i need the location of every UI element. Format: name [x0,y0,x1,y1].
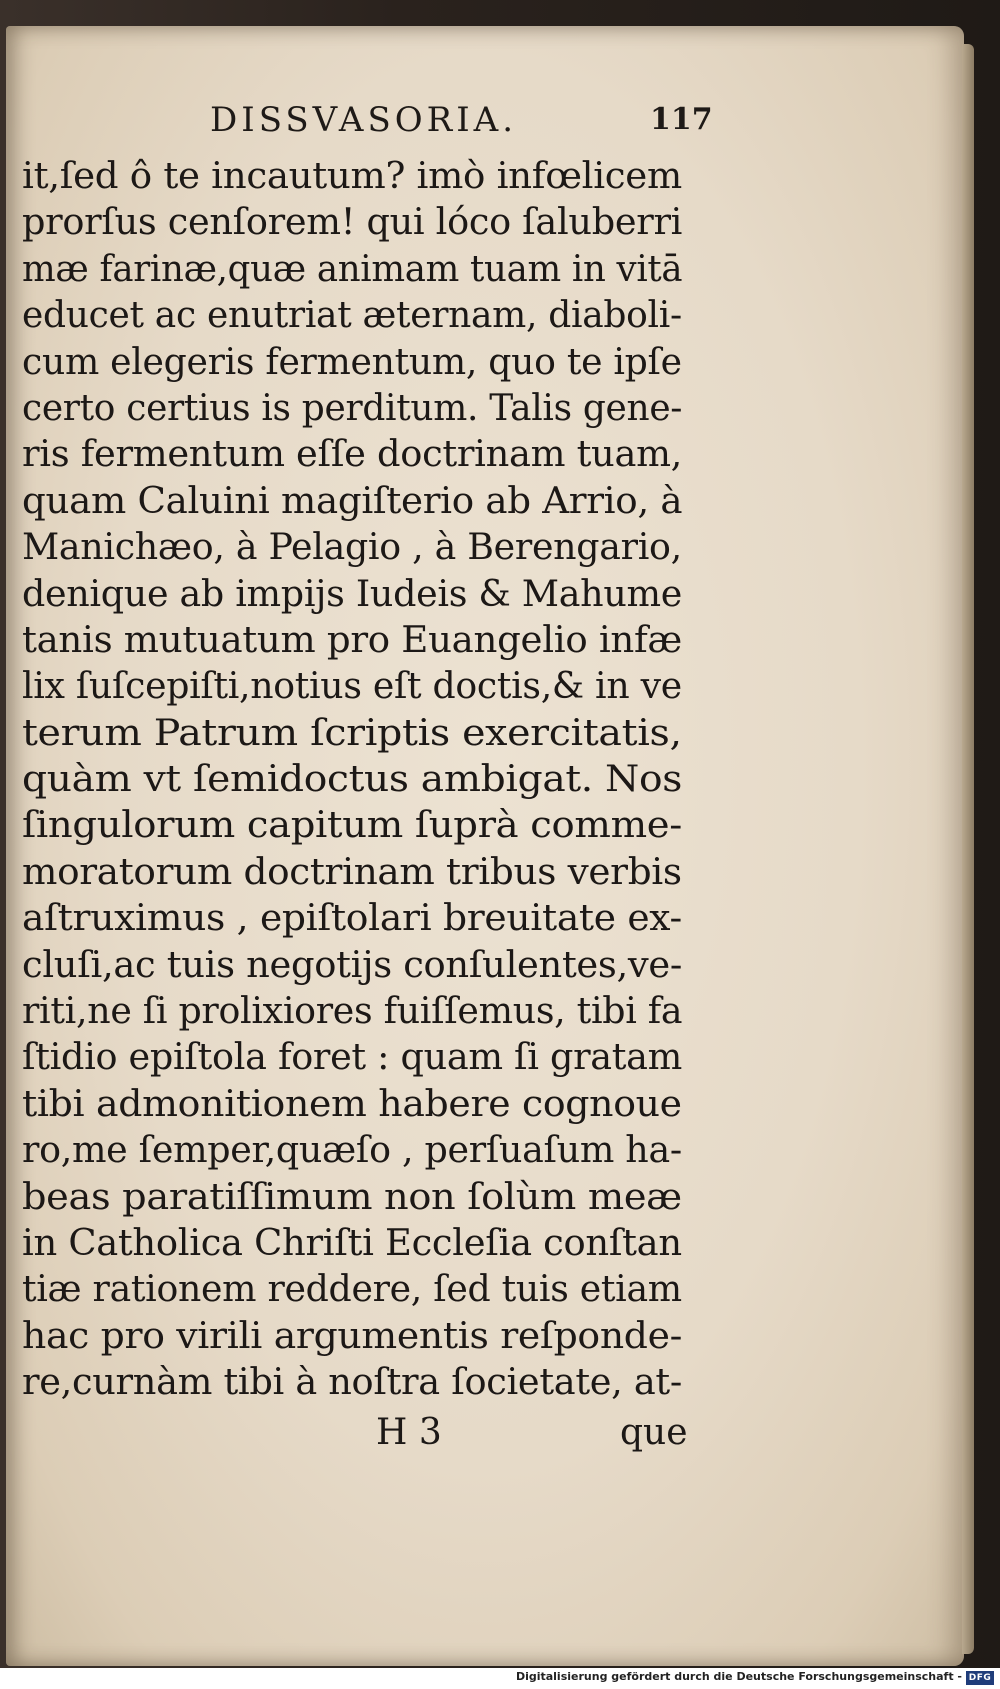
text-line: ſtidio epiſtola foret : quam ſi gratam [22,1037,683,1079]
body-text [22,154,712,1407]
page-edge [962,44,974,1654]
text-line: re,curnàm tibi à noſtra ſocietate, at- [22,1362,682,1404]
funding-credit: Digitalisierung gefördert durch die Deutsche Forschungsgemeinschaft - [515,1670,962,1683]
text-line: quam Caluini magiſterio ab Arrio, à [22,480,683,522]
dfg-logo: DFG [966,1671,994,1685]
text-line: moratorum doctrinam tribus verbis [22,851,682,893]
text-line: Manichæo, à Pelagio , à Berengario, [22,527,682,569]
text-line: mæ farinæ,quæ animam tuam in vitā [22,248,683,290]
text-line: tibi admonitionem habere cognoue [22,1083,682,1125]
text-line: ſingulorum capitum ſuprà comme- [22,805,682,847]
text-line: certo certius is perditum. Talis gene- [22,387,683,429]
text-line: cluſi,ac tuis negotijs conſulentes,ve- [22,944,683,986]
text-line: ro,me ſemper,quæſo , perſuaſum ha- [22,1130,682,1172]
text-line: terum Patrum ſcriptis exercitatis, [22,712,682,754]
text-line: it,ſed ô te incautum? imò infœlicem [22,156,682,197]
text-line: beas paratiſſimum non ſolùm meæ [22,1176,682,1218]
text-line: aſtruximus , epiſtolari breuitate ex- [22,898,682,940]
text-line: cum elegeris fermentum, quo te ipſe [22,341,682,383]
digitization-footer [0,1668,1000,1689]
text-line: tanis mutuatum pro Euangelio infæ [22,619,683,661]
text-line: riti,ne ſi prolixiores fuiſſemus, tibi fa [22,991,683,1033]
text-line: tiæ rationem reddere, ſed tuis etiam [22,1269,682,1311]
page-header [210,100,713,150]
text-line: educet ac enutriat æternam, diaboli- [22,295,682,337]
page-number: 117 [650,102,713,137]
running-title: DISSVASORIA. [210,100,518,140]
signature-mark: H 3 [376,1412,442,1453]
text-line: quàm vt ſemidoctus ambigat. Nos [22,759,683,801]
text-line: ris fermentum eſſe doctrinam tuam, [22,434,683,476]
catchword: que [620,1412,688,1453]
text-line: prorſus cenſorem! qui lóco ſaluberri [22,202,683,244]
text-line: denique ab impijs Iudeis & Mahume [22,573,683,615]
text-line: hac pro virili argumentis reſponde- [22,1315,683,1357]
text-line: lix ſuſcepiſti,notius eſt doctis,& in ve [22,666,682,708]
text-line: in Catholica Chriſti Eccleſia conſtan [22,1222,682,1264]
